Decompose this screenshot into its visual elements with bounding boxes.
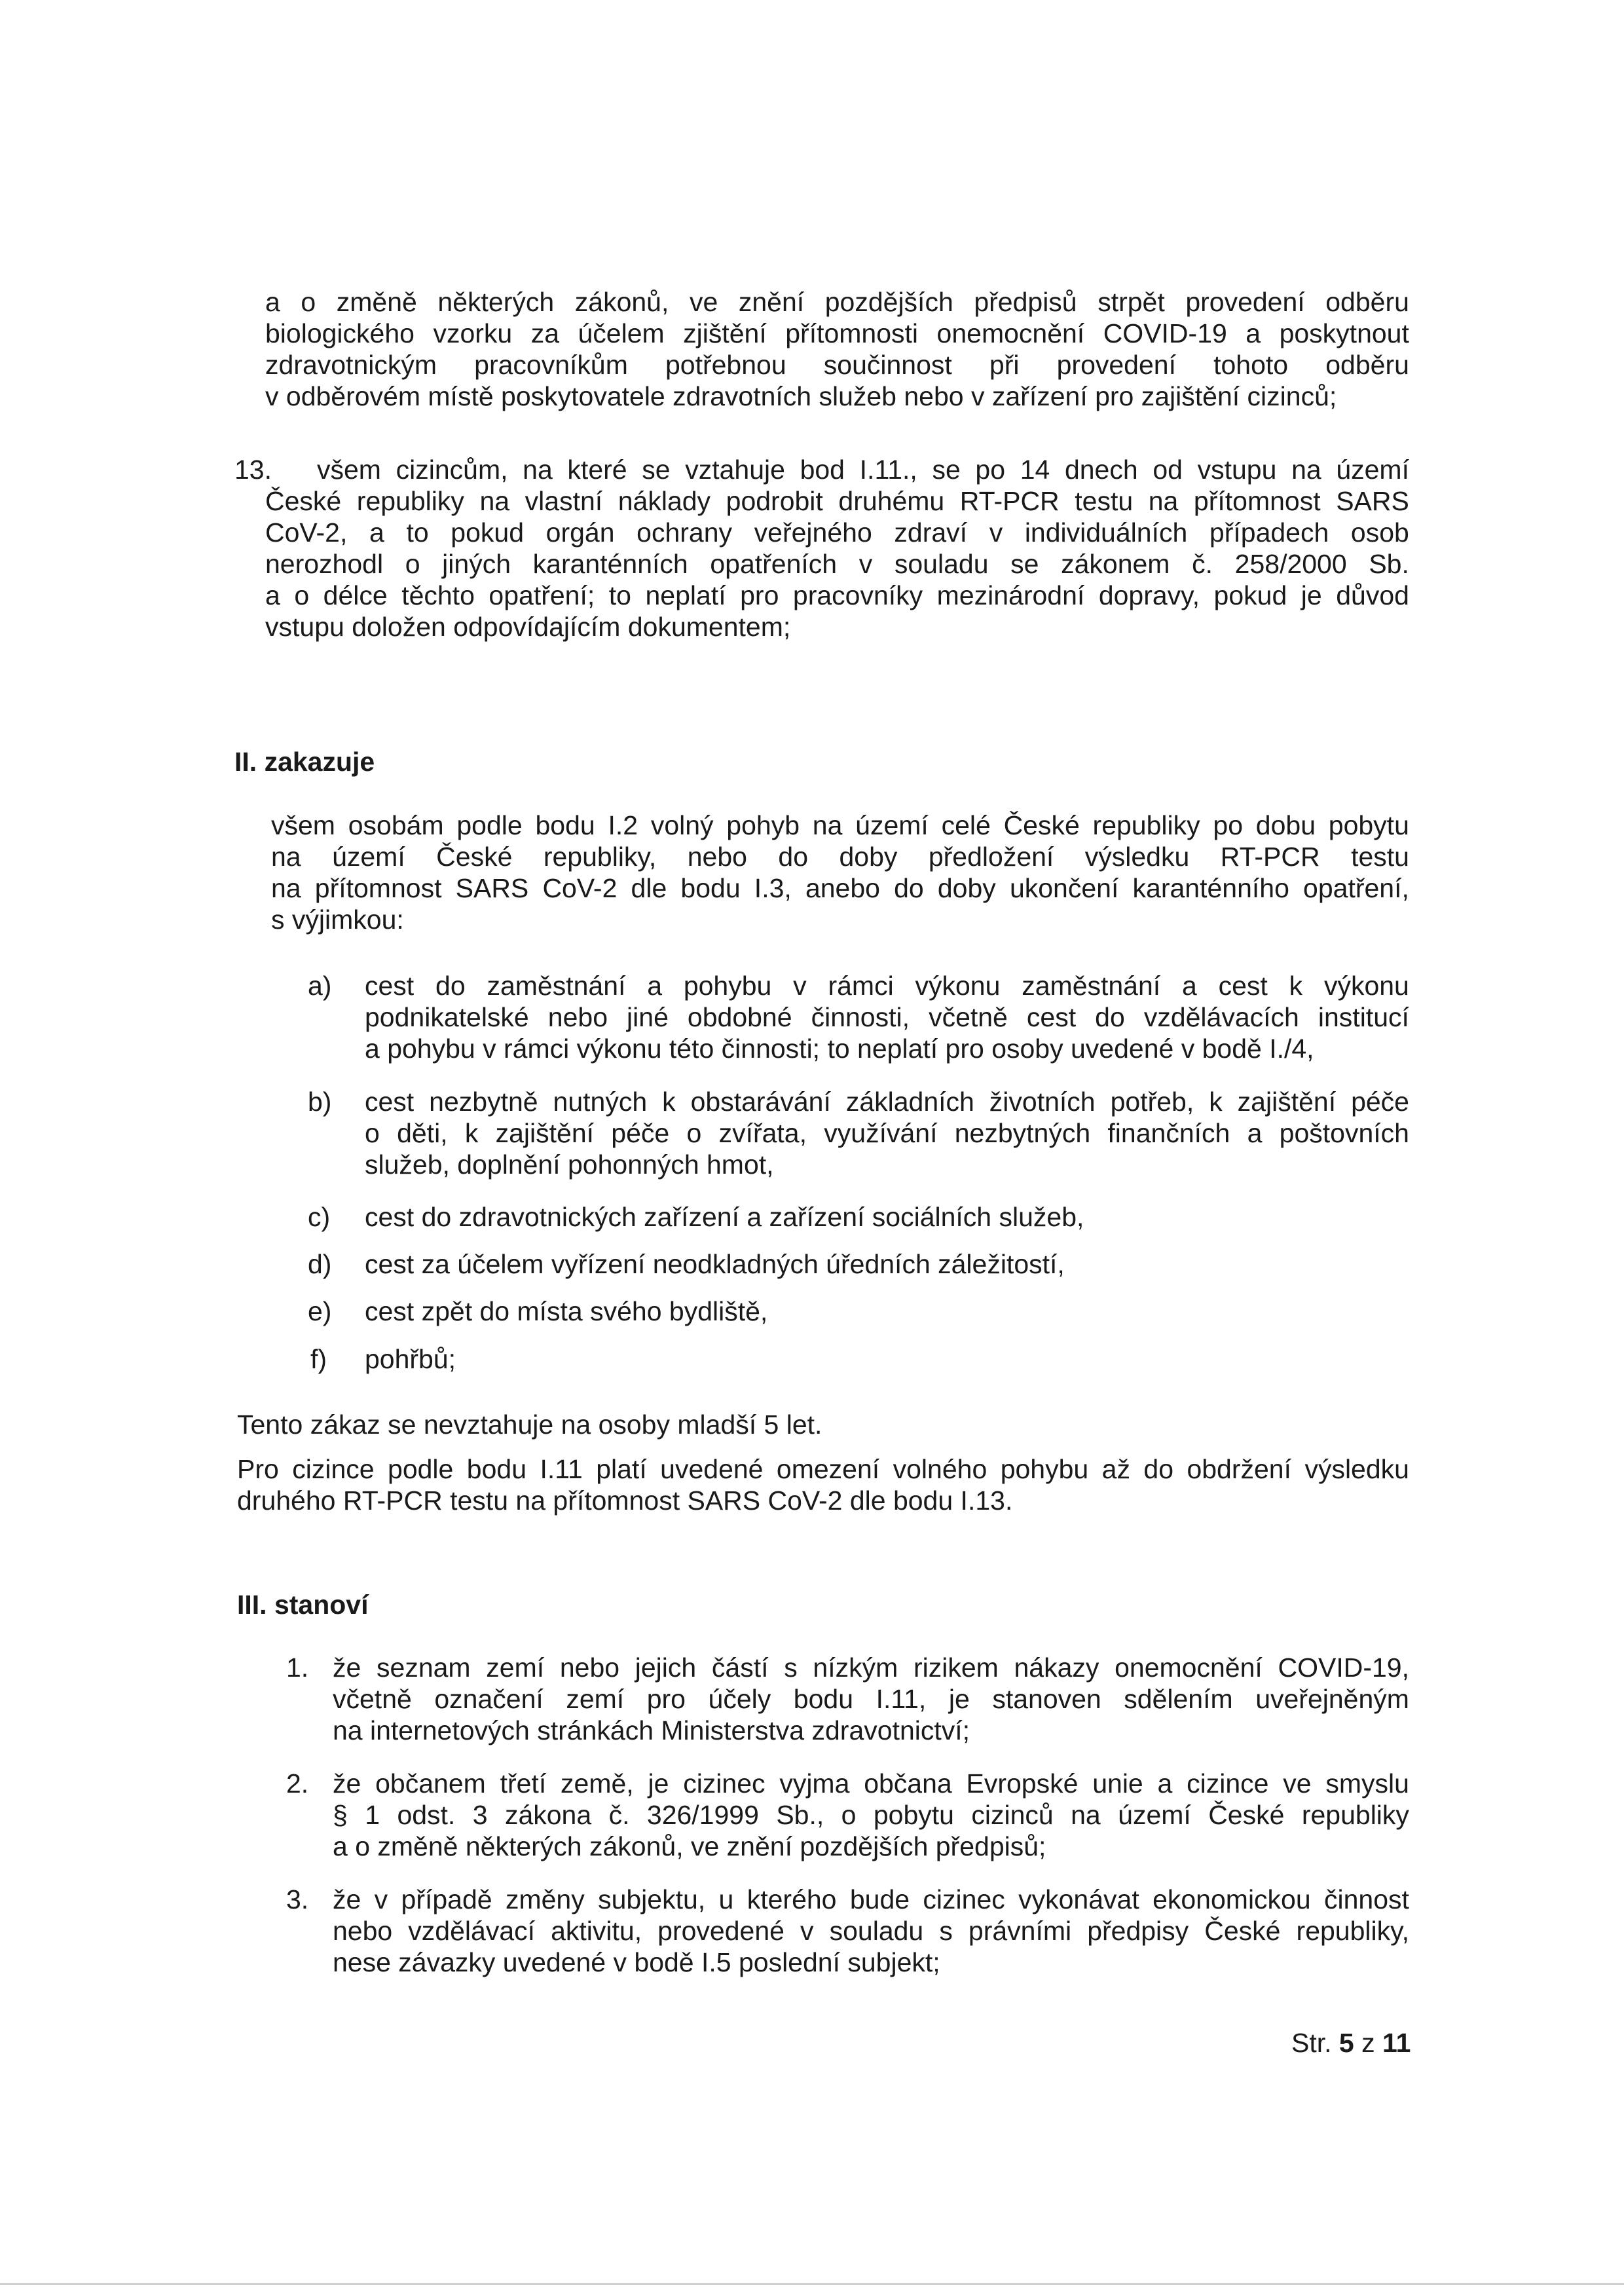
item-line: všem cizincům, na které se vztahuje bod I.11., se po 14 dnech od vstupu na území	[317, 455, 1409, 485]
section-intro-line: na území České republiky, nebo do doby předložení výsledku RT-PCR testu	[271, 842, 1409, 872]
list-number: 1.	[286, 1652, 309, 1683]
section-intro-line: s výjimkou:	[271, 905, 404, 935]
page-number	[1291, 2030, 1411, 2057]
list-item-line: cest zpět do místa svého bydliště,	[365, 1296, 768, 1326]
intro-line: a o změně některých zákonů, ve znění pozdějších předpisů strpět provedení odběru	[265, 287, 1409, 317]
scan-edge-line	[0, 2283, 1624, 2285]
list-item-line: včetně označení zemí pro účely bodu I.11, je stanoven sdělením uveřejněným	[333, 1684, 1409, 1714]
page-number-total: 11	[1382, 2028, 1411, 2058]
list-item-line: cest za účelem vyřízení neodkladných úředních záležitostí,	[365, 1249, 1065, 1279]
note-text: Tento zákaz se nevztahuje na osoby mladší 5 let.	[237, 1409, 822, 1440]
list-item-line: nebo vzdělávací aktivitu, provedené v souladu s právními předpisy České republiky,	[333, 1916, 1409, 1946]
list-item-line: § 1 odst. 3 zákona č. 326/1999 Sb., o pobytu cizinců na území České republiky	[333, 1800, 1409, 1830]
list-label: c)	[308, 1202, 331, 1232]
item-line: nerozhodl o jiných karanténních opatřeních v souladu se zákonem č. 258/2000 Sb.	[265, 549, 1409, 579]
list-item-line: cest do zaměstnání a pohybu v rámci výkonu zaměstnání a cest k výkonu	[365, 971, 1409, 1001]
intro-line: v odběrovém místě poskytovatele zdravotních služeb nebo v zařízení pro zajištění cizinců;	[265, 381, 1337, 411]
list-number: 2.	[286, 1768, 309, 1799]
item-number: 13.	[234, 455, 272, 485]
section-intro-line: všem osobám podle bodu I.2 volný pohyb na území celé České republiky po dobu pobytu	[271, 810, 1409, 840]
item-line: CoV-2, a to pokud orgán ochrany veřejného zdraví v individuálních případech osob	[265, 517, 1409, 548]
list-item-line: že v případě změny subjektu, u kterého bude cizinec vykonávat ekonomickou činnost	[333, 1884, 1409, 1914]
section-heading: III. stanoví	[237, 1590, 369, 1620]
list-number: 3.	[286, 1884, 309, 1914]
section-intro-line: na přítomnost SARS CoV-2 dle bodu I.3, anebo do doby ukončení karanténního opatření,	[271, 873, 1409, 903]
section-heading: II. zakazuje	[234, 747, 375, 777]
list-label: f)	[310, 1344, 327, 1374]
list-item-line: cest nezbytně nutných k obstarávání základních životních potřeb, k zajištění péče	[365, 1087, 1409, 1117]
note-text: Pro cizince podle bodu I.11 platí uvedené omezení volného pohybu až do obdržení výsledku	[237, 1454, 1409, 1484]
intro-line: biologického vzorku za účelem zjištění přítomnosti onemocnění COVID-19 a poskytnout	[265, 318, 1409, 348]
page-number-current: 5	[1338, 2028, 1354, 2058]
list-item-line: že občanem třetí země, je cizinec vyjma občana Evropské unie a cizince ve smyslu	[333, 1768, 1409, 1799]
list-label: a)	[308, 971, 332, 1001]
item-line: vstupu doložen odpovídajícím dokumentem;	[265, 612, 791, 642]
page-number-prefix: Str.	[1291, 2028, 1339, 2058]
list-item-line: pohřbů;	[365, 1344, 456, 1374]
list-item-line: nese závazky uvedené v bodě I.5 poslední subjekt;	[333, 1947, 940, 1977]
list-item-line: že seznam zemí nebo jejich částí s nízkým rizikem nákazy onemocnění COVID-19,	[333, 1652, 1409, 1683]
item-line: České republiky na vlastní náklady podrobit druhému RT-PCR testu na přítomnost SARS	[265, 486, 1409, 516]
list-item-line: a o změně některých zákonů, ve znění pozdějších předpisů;	[333, 1831, 1046, 1861]
note-text: druhého RT-PCR testu na přítomnost SARS CoV-2 dle bodu I.13.	[237, 1485, 1013, 1516]
list-item-line: podnikatelské nebo jiné obdobné činnosti, včetně cest do vzdělávacích institucí	[365, 1002, 1409, 1032]
item-line: a o délce těchto opatření; to neplatí pro pracovníky mezinárodní dopravy, pokud je důvod	[265, 580, 1409, 610]
list-item-line: cest do zdravotnických zařízení a zařízení sociálních služeb,	[365, 1202, 1084, 1232]
list-item-line: služeb, doplnění pohonných hmot,	[365, 1149, 774, 1180]
intro-line: zdravotnickým pracovníkům potřebnou součinnost při provedení tohoto odběru	[265, 350, 1409, 380]
page-number-separator: z	[1354, 2028, 1383, 2058]
list-item-line: o děti, k zajištění péče o zvířata, využívání nezbytných finančních a poštovních	[365, 1118, 1409, 1148]
list-label: d)	[308, 1249, 332, 1279]
list-item-line: na internetových stránkách Ministerstva zdravotnictví;	[333, 1715, 970, 1745]
list-item-line: a pohybu v rámci výkonu této činnosti; to neplatí pro osoby uvedené v bodě I./4,	[365, 1034, 1314, 1064]
list-label: b)	[308, 1087, 332, 1117]
list-label: e)	[308, 1296, 332, 1326]
